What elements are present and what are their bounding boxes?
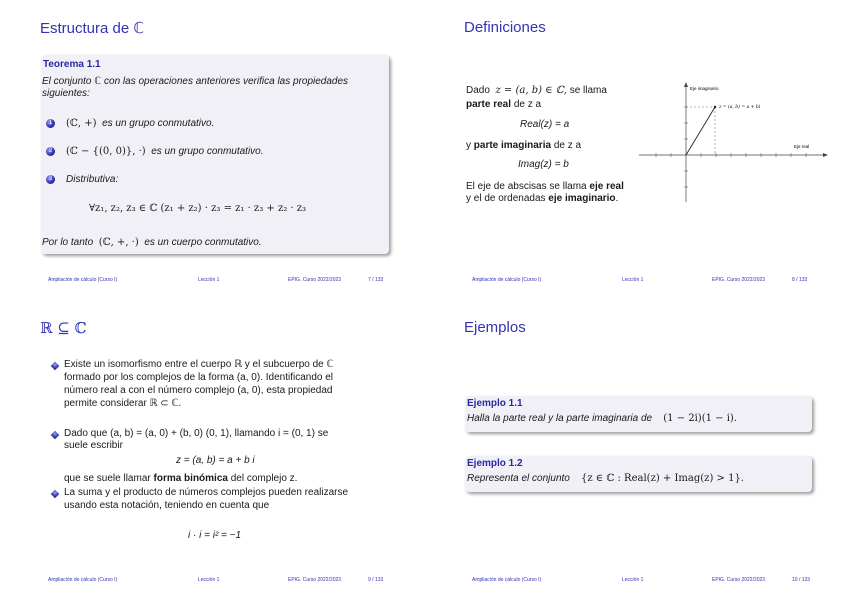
imag-axis-arrow-icon (684, 82, 688, 87)
enumerate-ball-icon: 3 (46, 175, 55, 184)
theorem-block (41, 55, 389, 254)
footer-school: EPIG. Curso 2022/2023 (712, 577, 766, 583)
footer-school: EPIG. Curso 2022/2023 (712, 277, 766, 283)
bullet-icon (51, 431, 59, 439)
footer-lesson: Lección 1 (622, 577, 644, 583)
example-block-2 (465, 456, 812, 492)
axis-ticks (656, 107, 806, 187)
point-z (714, 106, 716, 108)
footer-page: 9 / 133 (368, 577, 384, 583)
footer-school: EPIG. Curso 2022/2023 (288, 277, 342, 283)
footer-lesson: Lección 1 (198, 277, 220, 283)
example-block-1 (465, 396, 812, 432)
footer-page: 10 / 133 (792, 577, 811, 583)
slide-7 (0, 0, 424, 299)
footer-course: Ampliación de cálculo (Curso I) (48, 277, 118, 283)
i-squared-equation: i · i = i² = −1 (188, 530, 242, 541)
slide-title: Definiciones (464, 19, 546, 36)
bullet-1-line-1: Existe un isomorfismo entre el cuerpo ℝ y el subcuerpo de ℂ (64, 359, 334, 370)
bullet-2-line-1: Dado que (a, b) = (a, 0) + (b, 0) (0, 1), llamando i = (0, 1) se (64, 428, 329, 439)
footer-course: Ampliación de cálculo (Curso I) (472, 577, 542, 583)
footer-course: Ampliación de cálculo (Curso I) (48, 577, 118, 583)
slide-8 (424, 0, 848, 299)
footer-page: 8 / 133 (792, 277, 808, 283)
vector-z (686, 107, 715, 155)
bullet-icon (51, 490, 59, 498)
example-title: Ejemplo 1.1 (467, 398, 523, 409)
axis-label-imaginary: Eje imaginario (690, 86, 719, 91)
bullet-icon (51, 362, 59, 370)
real-part-equation: Real(z) = a (520, 119, 570, 130)
bullet-2-line-2: suele escribir (64, 440, 123, 451)
def-line-3: y parte imaginaria de z a (466, 140, 582, 151)
slide-title: Ejemplos (464, 319, 526, 336)
slide-title: Estructura de ℂ (40, 20, 144, 37)
footer-lesson: Lección 1 (622, 277, 644, 283)
footer-lesson: Lección 1 (198, 577, 220, 583)
slide-9 (0, 300, 424, 599)
real-axis-arrow-icon (823, 153, 828, 157)
bullet-2-line-3: que se suele llamar forma binómica del complejo z. (64, 473, 298, 484)
def-line-1: Dado z = (a, b) ∈ ℂ, se llama (466, 85, 607, 96)
example-text: Representa el conjunto {z ∈ ℂ : Real(z) + Imag(z) > 1}. (467, 473, 744, 484)
block-title: Teorema 1.1 (43, 59, 101, 70)
footer-page: 7 / 133 (368, 277, 384, 283)
bullet-1-line-2: formado por los complejos de la forma (a, 0). Identificando el (64, 372, 334, 383)
theorem-intro-line-1: El conjunto ℂ con las operaciones anteriores verifica las propiedades (42, 76, 349, 87)
example-text: Halla la parte real y la parte imaginaria de (1 − 2i)(1 − i). (467, 413, 737, 424)
point-label: z = (a, b) = a + bi (719, 105, 761, 110)
theorem-item-3: Distributiva: (66, 174, 119, 185)
axes-definition: El eje de abscisas se llama eje real y el de ordenadas eje imaginario. (466, 181, 624, 204)
enumerate-ball-icon: 2 (46, 147, 55, 156)
footer-course: Ampliación de cálculo (Curso I) (472, 277, 542, 283)
def-line-2: parte real de z a (466, 99, 542, 110)
bullet-1-line-4: permite considerar ℝ ⊂ ℂ. (64, 398, 182, 409)
footer-school: EPIG. Curso 2022/2023 (288, 577, 342, 583)
bullet-1-line-3: número real a con el número complejo (a, 0), esta propiedad (64, 385, 333, 396)
bullet-3-line-1: La suma y el producto de números complejos pueden realizarse (64, 487, 349, 498)
binomial-form-equation: z = (a, b) = a + b i (176, 455, 255, 466)
imag-part-equation: Imag(z) = b (518, 159, 569, 170)
axis-label-real: Eje real (794, 144, 810, 149)
theorem-intro-line-2: siguientes: (42, 88, 90, 99)
enumerate-ball-icon: 1 (46, 119, 55, 128)
theorem-conclusion: Por lo tanto (ℂ, +, ·) es un cuerpo conmutativo. (42, 237, 262, 248)
example-title: Ejemplo 1.2 (467, 458, 523, 469)
slide-title: ℝ ⊆ ℂ (40, 319, 87, 337)
slide-10 (424, 300, 848, 599)
distributive-formula: ∀z₁, z₂, z₃ ∈ ℂ (z₁ + z₂) · z₃ = z₁ · z₃ + z₂ · z₃ (89, 203, 307, 214)
complex-plane-diagram (634, 78, 834, 208)
theorem-item-2: (ℂ − {(0, 0)}, ·) es un grupo conmutativo. (66, 146, 264, 157)
bullet-3-line-2: usando esta notación, teniendo en cuenta que (64, 500, 270, 511)
theorem-item-1: (ℂ, +) es un grupo conmutativo. (66, 118, 215, 129)
